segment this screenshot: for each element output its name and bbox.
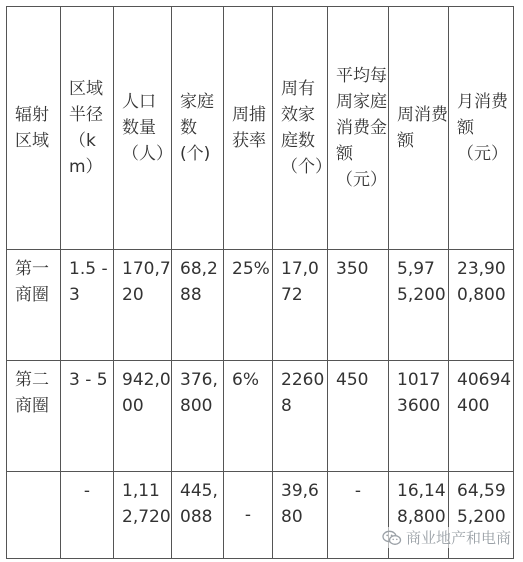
table-cell: 23,900,800 <box>449 250 514 361</box>
watermark-text: 商业地产和电商 <box>405 529 511 547</box>
table-cell: 6% <box>224 361 273 472</box>
table-cell: 3 - 5 <box>61 361 114 472</box>
table-cell: 350 <box>328 250 389 361</box>
table-cell: 1.5 - 3 <box>61 250 114 361</box>
table-cell: 40694400 <box>449 361 514 472</box>
table-cell: 第一商圈 <box>7 250 61 361</box>
header-cell: 平均每周家庭消费金额（元） <box>328 7 389 250</box>
table-cell: 68,288 <box>172 250 224 361</box>
table-row <box>7 250 514 361</box>
table-cell: 25% <box>224 250 273 361</box>
table-cell: 第二商圈 <box>7 361 61 472</box>
table-cell: 22608 <box>273 361 328 472</box>
table-cell: 450 <box>328 361 389 472</box>
table-cell: 376,800 <box>172 361 224 472</box>
table-header-row <box>7 7 514 250</box>
table-cell: 5,975,200 <box>389 250 449 361</box>
table-cell: 1,112,720 <box>114 472 172 559</box>
header-cell: 辐射区域 <box>7 7 61 250</box>
header-cell: 周捕获率 <box>224 7 273 250</box>
watermark <box>382 527 511 548</box>
header-cell: 月消费额（元） <box>449 7 514 250</box>
table-cell: 64,595,200 <box>449 472 514 559</box>
header-cell: 区域半径（km） <box>61 7 114 250</box>
table-cell: - <box>61 472 114 559</box>
table-cell: 39,680 <box>273 472 328 559</box>
table-cell: 10173600 <box>389 361 449 472</box>
header-cell: 人口数量（人） <box>114 7 172 250</box>
statistics-table <box>6 6 514 559</box>
header-cell: 周消费额 <box>389 7 449 250</box>
table-cell: 17,072 <box>273 250 328 361</box>
header-cell: 家庭数(个) <box>172 7 224 250</box>
wechat-icon <box>382 530 402 546</box>
header-cell: 周有效家庭数（个） <box>273 7 328 250</box>
table-cell: 445,088 <box>172 472 224 559</box>
table-cell: 942,000 <box>114 361 172 472</box>
table-cell: 170,720 <box>114 250 172 361</box>
table-cell <box>7 472 61 559</box>
table-cell: 16,148,800 <box>389 472 449 559</box>
table-cell: - <box>224 472 273 559</box>
table-row <box>7 361 514 472</box>
table-cell: - <box>328 472 389 559</box>
